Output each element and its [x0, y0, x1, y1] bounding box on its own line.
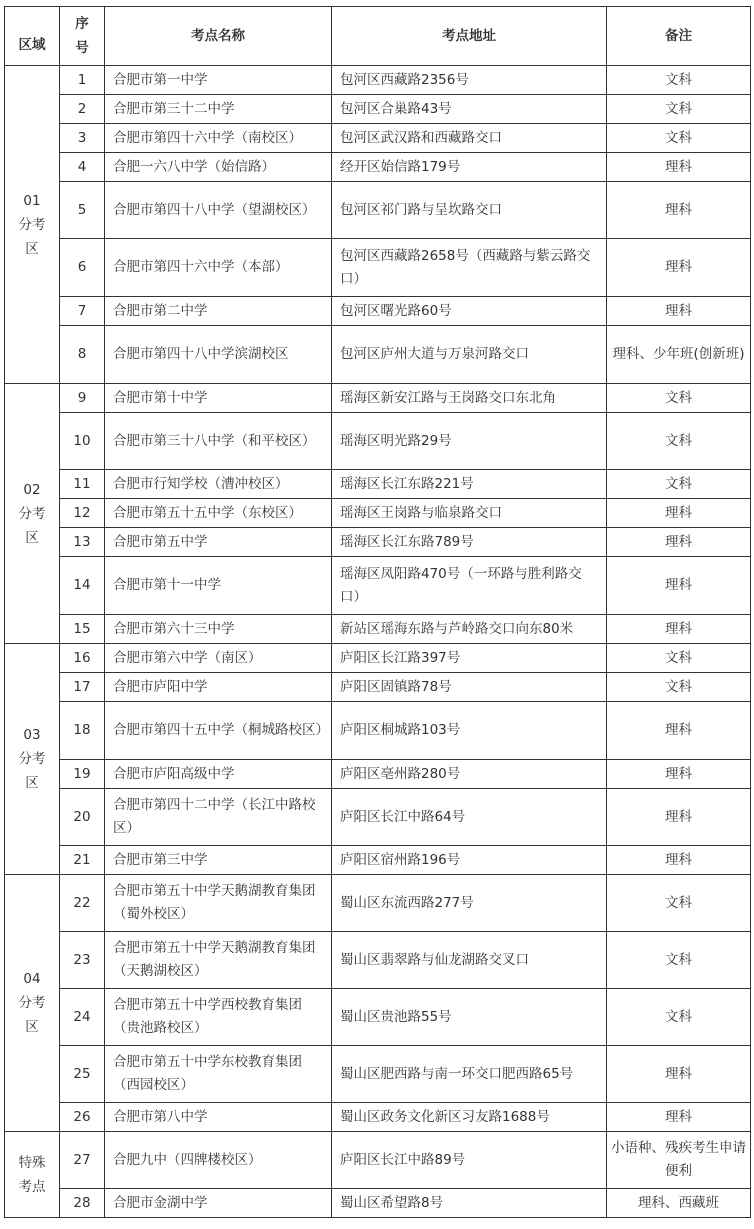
site-note: 理科	[607, 760, 751, 789]
site-note: 理科	[607, 499, 751, 528]
site-note: 文科	[607, 124, 751, 153]
table-row	[5, 1046, 751, 1103]
row-number: 25	[60, 1046, 105, 1103]
site-name: 合肥市第五十中学天鹅湖教育集团（蜀外校区）	[105, 875, 332, 932]
site-name: 合肥市第五十五中学（东校区）	[105, 499, 332, 528]
site-note: 理科	[607, 789, 751, 846]
site-address: 蜀山区肥西路与南一环交口肥西路65号	[332, 1046, 607, 1103]
table-row	[5, 384, 751, 413]
site-note: 理科	[607, 239, 751, 297]
region-cell	[5, 1132, 60, 1218]
site-address: 蜀山区东流西路277号	[332, 875, 607, 932]
site-name: 合肥市第十一中学	[105, 557, 332, 615]
site-note: 文科	[607, 989, 751, 1046]
site-name: 合肥市第五十中学西校教育集团（贵池路校区）	[105, 989, 332, 1046]
site-note: 文科	[607, 413, 751, 470]
table-row	[5, 1103, 751, 1132]
table-row	[5, 702, 751, 760]
site-note: 文科	[607, 932, 751, 989]
site-name: 合肥市庐阳高级中学	[105, 760, 332, 789]
site-note: 文科	[607, 673, 751, 702]
table-row	[5, 528, 751, 557]
region-cell	[5, 875, 60, 1132]
site-address: 经开区始信路179号	[332, 153, 607, 182]
site-address: 庐阳区固镇路78号	[332, 673, 607, 702]
site-note: 理科	[607, 1046, 751, 1103]
row-number: 2	[60, 95, 105, 124]
site-name: 合肥市第四十八中学（望湖校区）	[105, 182, 332, 239]
header-num	[60, 7, 105, 66]
row-number: 21	[60, 846, 105, 875]
row-number: 14	[60, 557, 105, 615]
exam-sites-table	[4, 6, 751, 1218]
row-number: 22	[60, 875, 105, 932]
site-address: 包河区西藏路2658号（西藏路与紫云路交口）	[332, 239, 607, 297]
site-address: 蜀山区政务文化新区习友路1688号	[332, 1103, 607, 1132]
site-note: 理科、西藏班	[607, 1189, 751, 1218]
site-address: 瑶海区长江东路789号	[332, 528, 607, 557]
table-row	[5, 1189, 751, 1218]
table-row	[5, 932, 751, 989]
row-number: 15	[60, 615, 105, 644]
site-note: 理科	[607, 702, 751, 760]
table-row	[5, 615, 751, 644]
table-row	[5, 66, 751, 95]
site-address: 蜀山区贵池路55号	[332, 989, 607, 1046]
site-note: 理科	[607, 182, 751, 239]
region-cell	[5, 66, 60, 384]
row-number: 6	[60, 239, 105, 297]
site-name: 合肥一六八中学（始信路）	[105, 153, 332, 182]
site-note: 理科	[607, 528, 751, 557]
site-address: 包河区祁门路与呈坎路交口	[332, 182, 607, 239]
region-label: 02分考区	[18, 481, 46, 546]
table-body	[5, 66, 751, 1218]
table-row	[5, 673, 751, 702]
table-row	[5, 326, 751, 384]
site-address: 新站区瑶海东路与芦岭路交口向东80米	[332, 615, 607, 644]
site-address: 包河区武汉路和西藏路交口	[332, 124, 607, 153]
row-number: 27	[60, 1132, 105, 1189]
table-row	[5, 557, 751, 615]
site-address: 庐阳区长江中路89号	[332, 1132, 607, 1189]
site-address: 包河区庐州大道与万泉河路交口	[332, 326, 607, 384]
header-note: 备注	[607, 7, 751, 66]
site-name: 合肥市第五十中学天鹅湖教育集团（天鹅湖校区）	[105, 932, 332, 989]
site-address: 瑶海区新安江路与王岗路交口东北角	[332, 384, 607, 413]
site-name: 合肥市第三十二中学	[105, 95, 332, 124]
header-row	[5, 7, 751, 66]
region-cell	[5, 644, 60, 875]
site-address: 瑶海区凤阳路470号（一环路与胜利路交口）	[332, 557, 607, 615]
row-number: 10	[60, 413, 105, 470]
header-num-text: 序号	[75, 16, 89, 56]
site-name: 合肥市第六中学（南区）	[105, 644, 332, 673]
table-row	[5, 644, 751, 673]
region-label: 04分考区	[18, 971, 46, 1035]
row-number: 23	[60, 932, 105, 989]
header-name: 考点名称	[105, 7, 332, 66]
site-name: 合肥市第四十六中学（南校区）	[105, 124, 332, 153]
region-label: 01分考区	[18, 192, 46, 257]
site-note: 小语种、残疾考生申请便利	[607, 1132, 751, 1189]
site-note: 理科、少年班(创新班)	[607, 326, 751, 384]
site-note: 文科	[607, 644, 751, 673]
site-note: 理科	[607, 1103, 751, 1132]
table-row	[5, 1132, 751, 1189]
site-name: 合肥市第四十五中学（桐城路校区）	[105, 702, 332, 760]
row-number: 1	[60, 66, 105, 95]
row-number: 16	[60, 644, 105, 673]
row-number: 7	[60, 297, 105, 326]
table-row	[5, 789, 751, 846]
site-address: 庐阳区长江路397号	[332, 644, 607, 673]
row-number: 28	[60, 1189, 105, 1218]
site-address: 蜀山区翡翠路与仙龙湖路交叉口	[332, 932, 607, 989]
site-name: 合肥市金湖中学	[105, 1189, 332, 1218]
table-row	[5, 499, 751, 528]
site-address: 庐阳区宿州路196号	[332, 846, 607, 875]
site-name: 合肥市第二中学	[105, 297, 332, 326]
row-number: 3	[60, 124, 105, 153]
site-note: 理科	[607, 297, 751, 326]
row-number: 12	[60, 499, 105, 528]
site-name: 合肥市第六十三中学	[105, 615, 332, 644]
site-name: 合肥市第四十六中学（本部）	[105, 239, 332, 297]
table-row	[5, 846, 751, 875]
row-number: 24	[60, 989, 105, 1046]
site-note: 文科	[607, 66, 751, 95]
site-address: 包河区曙光路60号	[332, 297, 607, 326]
site-note: 理科	[607, 153, 751, 182]
site-name: 合肥市庐阳中学	[105, 673, 332, 702]
site-note: 文科	[607, 470, 751, 499]
site-address: 蜀山区希望路8号	[332, 1189, 607, 1218]
table-row	[5, 470, 751, 499]
table-row	[5, 413, 751, 470]
site-address: 包河区合巢路43号	[332, 95, 607, 124]
site-address: 瑶海区明光路29号	[332, 413, 607, 470]
row-number: 11	[60, 470, 105, 499]
site-name: 合肥市第四十二中学（长江中路校区）	[105, 789, 332, 846]
row-number: 17	[60, 673, 105, 702]
table-row	[5, 182, 751, 239]
row-number: 26	[60, 1103, 105, 1132]
row-number: 20	[60, 789, 105, 846]
header-region: 区域	[5, 7, 60, 66]
site-note: 理科	[607, 615, 751, 644]
header-address: 考点地址	[332, 7, 607, 66]
row-number: 9	[60, 384, 105, 413]
table-row	[5, 989, 751, 1046]
row-number: 8	[60, 326, 105, 384]
table-row	[5, 239, 751, 297]
row-number: 4	[60, 153, 105, 182]
row-number: 18	[60, 702, 105, 760]
site-address: 庐阳区亳州路280号	[332, 760, 607, 789]
site-note: 理科	[607, 557, 751, 615]
site-name: 合肥市行知学校（漕冲校区）	[105, 470, 332, 499]
region-cell	[5, 384, 60, 644]
site-name: 合肥市第一中学	[105, 66, 332, 95]
table-row	[5, 124, 751, 153]
region-label: 特殊考点	[18, 1154, 46, 1195]
site-name: 合肥市第五十中学东校教育集团（西园校区）	[105, 1046, 332, 1103]
site-address: 瑶海区长江东路221号	[332, 470, 607, 499]
site-name: 合肥九中（四牌楼校区）	[105, 1132, 332, 1189]
site-name: 合肥市第八中学	[105, 1103, 332, 1132]
site-name: 合肥市第十中学	[105, 384, 332, 413]
site-note: 文科	[607, 875, 751, 932]
site-address: 庐阳区桐城路103号	[332, 702, 607, 760]
region-label: 03分考区	[18, 727, 46, 791]
table-row	[5, 297, 751, 326]
site-address: 包河区西藏路2356号	[332, 66, 607, 95]
site-note: 文科	[607, 384, 751, 413]
site-name: 合肥市第三十八中学（和平校区）	[105, 413, 332, 470]
site-address: 庐阳区长江中路64号	[332, 789, 607, 846]
row-number: 13	[60, 528, 105, 557]
table-row	[5, 875, 751, 932]
table-row	[5, 153, 751, 182]
table-row	[5, 760, 751, 789]
site-address: 瑶海区王岗路与临泉路交口	[332, 499, 607, 528]
site-note: 文科	[607, 95, 751, 124]
site-name: 合肥市第三中学	[105, 846, 332, 875]
site-note: 理科	[607, 846, 751, 875]
row-number: 19	[60, 760, 105, 789]
row-number: 5	[60, 182, 105, 239]
site-name: 合肥市第五中学	[105, 528, 332, 557]
site-name: 合肥市第四十八中学滨湖校区	[105, 326, 332, 384]
table-row	[5, 95, 751, 124]
